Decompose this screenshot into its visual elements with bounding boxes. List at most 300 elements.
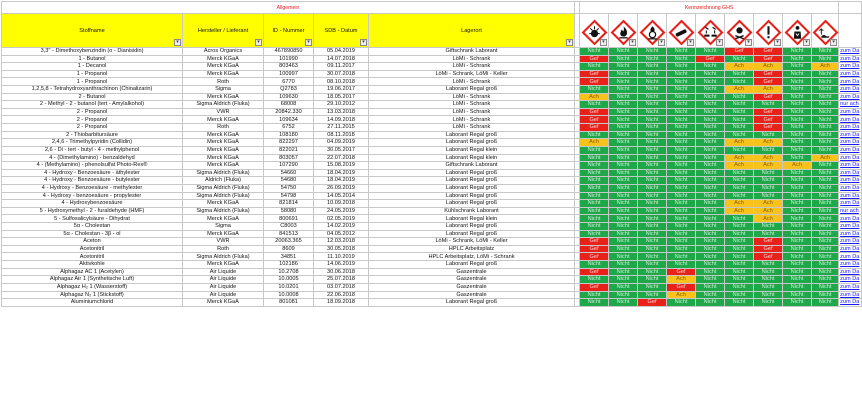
ghs-status-cell[interactable]: Nicht — [667, 184, 696, 192]
sdb-date-cell[interactable]: 04.09.2019 — [314, 139, 369, 147]
ghs-status-cell[interactable]: Ach — [754, 63, 783, 71]
ghs-status-cell[interactable]: Gef — [754, 70, 783, 78]
id-number-cell[interactable]: 109634 — [264, 116, 314, 124]
lagerort-cell[interactable]: Laborant Regal groß — [369, 139, 575, 147]
hersteller-cell[interactable]: Merck KGaA — [183, 261, 264, 269]
sdb-date-cell[interactable]: 18.05.2017 — [314, 93, 369, 101]
ghs-status-cell[interactable]: Nicht — [638, 169, 667, 177]
ghs-status-cell[interactable]: Gef — [580, 124, 609, 132]
hersteller-cell[interactable]: Merck KGaA — [183, 139, 264, 147]
ghs-status-cell[interactable]: Nicht — [580, 177, 609, 185]
ghs-status-cell[interactable]: Nicht — [754, 192, 783, 200]
ghs-status-cell[interactable]: Nicht — [754, 146, 783, 154]
hersteller-cell[interactable]: Sigma Aldrich (Fluka) — [183, 184, 264, 192]
ghs-status-cell[interactable]: Nicht — [696, 261, 725, 269]
datasheet-link[interactable]: zum Da — [839, 48, 862, 56]
ghs-status-cell[interactable]: Gef — [580, 108, 609, 116]
ghs-status-cell[interactable]: Ach — [812, 154, 839, 162]
hersteller-cell[interactable]: Roth — [183, 78, 264, 86]
id-number-cell[interactable]: 54660 — [264, 169, 314, 177]
ghs-status-cell[interactable]: Nicht — [783, 184, 812, 192]
ghs-status-cell[interactable]: Nicht — [580, 200, 609, 208]
id-number-cell[interactable]: 800691 — [264, 215, 314, 223]
ghs-status-cell[interactable]: Nicht — [580, 86, 609, 94]
ghs-column-environment[interactable] — [812, 14, 839, 48]
lagerort-cell[interactable]: LöMi - Schrank — [369, 108, 575, 116]
sdb-date-cell[interactable]: 15.08.2019 — [314, 162, 369, 170]
hersteller-cell[interactable]: Roth — [183, 245, 264, 253]
stoffname-cell[interactable]: Alphagaz H₂ 1 (Wasserstoff) — [2, 283, 183, 291]
ghs-status-cell[interactable]: Nicht — [725, 184, 754, 192]
ghs-status-cell[interactable]: Nicht — [667, 55, 696, 63]
id-number-cell[interactable]: 34851 — [264, 253, 314, 261]
sdb-date-cell[interactable]: 18.04.2019 — [314, 177, 369, 185]
lagerort-cell[interactable]: Laborant Regal groß — [369, 177, 575, 185]
ghs-status-cell[interactable]: Nicht — [609, 70, 638, 78]
ghs-status-cell[interactable]: Nicht — [638, 215, 667, 223]
ghs-status-cell[interactable]: Nicht — [783, 93, 812, 101]
sdb-date-cell[interactable]: 14.09.2018 — [314, 116, 369, 124]
ghs-status-cell[interactable]: Nicht — [696, 245, 725, 253]
ghs-status-cell[interactable]: Nicht — [725, 253, 754, 261]
datasheet-link[interactable]: nur ach — [839, 207, 862, 215]
ghs-status-cell[interactable]: Nicht — [580, 101, 609, 109]
ghs-status-cell[interactable]: Ach — [812, 63, 839, 71]
ghs-status-cell[interactable]: Gef — [754, 48, 783, 56]
sdb-date-cell[interactable]: 27.11.2015 — [314, 124, 369, 132]
ghs-status-cell[interactable]: Ach — [754, 139, 783, 147]
ghs-status-cell[interactable]: Nicht — [609, 238, 638, 246]
ghs-status-cell[interactable]: Nicht — [609, 261, 638, 269]
ghs-status-cell[interactable]: Nicht — [638, 70, 667, 78]
ghs-status-cell[interactable]: Nicht — [609, 48, 638, 56]
ghs-status-cell[interactable]: Nicht — [696, 291, 725, 299]
ghs-status-cell[interactable]: Nicht — [580, 215, 609, 223]
lagerort-cell[interactable]: Gaszentrale — [369, 291, 575, 299]
ghs-status-cell[interactable]: Nicht — [725, 101, 754, 109]
stoffname-cell[interactable]: Acetonitril — [2, 245, 183, 253]
ghs-status-cell[interactable]: Nicht — [696, 207, 725, 215]
ghs-status-cell[interactable]: Nicht — [725, 124, 754, 132]
ghs-status-cell[interactable]: Nicht — [754, 283, 783, 291]
ghs-status-cell[interactable]: Nicht — [696, 184, 725, 192]
ghs-status-cell[interactable]: Gef — [580, 238, 609, 246]
datasheet-link[interactable]: zum Da — [839, 261, 862, 269]
id-number-cell[interactable]: 54750 — [264, 184, 314, 192]
ghs-status-cell[interactable]: Nicht — [638, 291, 667, 299]
filter-dropdown-icon[interactable]: ▾ — [360, 39, 367, 46]
ghs-status-cell[interactable]: Nicht — [667, 63, 696, 71]
ghs-status-cell[interactable]: Nicht — [667, 223, 696, 231]
ghs-status-cell[interactable]: Nicht — [696, 238, 725, 246]
sdb-date-cell[interactable]: 12.03.2018 — [314, 238, 369, 246]
ghs-status-cell[interactable]: Nicht — [783, 245, 812, 253]
ghs-status-cell[interactable]: Nicht — [725, 169, 754, 177]
id-number-cell[interactable]: 8609 — [264, 245, 314, 253]
ghs-status-cell[interactable]: Nicht — [638, 245, 667, 253]
ghs-status-cell[interactable]: Nicht — [638, 200, 667, 208]
ghs-status-cell[interactable]: Nicht — [667, 101, 696, 109]
sdb-date-cell[interactable]: 30.05.2018 — [314, 245, 369, 253]
filter-dropdown-icon[interactable]: ▾ — [629, 39, 636, 46]
ghs-status-cell[interactable]: Nicht — [783, 146, 812, 154]
ghs-status-cell[interactable]: Nicht — [667, 48, 696, 56]
ghs-status-cell[interactable]: Nicht — [696, 86, 725, 94]
id-number-cell[interactable]: 101990 — [264, 55, 314, 63]
hersteller-cell[interactable]: Merck KGaA — [183, 230, 264, 238]
hersteller-cell[interactable]: Merck KGaA — [183, 55, 264, 63]
ghs-status-cell[interactable]: Nicht — [725, 215, 754, 223]
ghs-status-cell[interactable]: Nicht — [812, 55, 839, 63]
sdb-date-cell[interactable]: 10.09.2018 — [314, 200, 369, 208]
ghs-status-cell[interactable]: Nicht — [638, 268, 667, 276]
ghs-status-cell[interactable]: Nicht — [754, 101, 783, 109]
ghs-status-cell[interactable]: Nicht — [812, 299, 839, 307]
ghs-status-cell[interactable]: Nicht — [638, 131, 667, 139]
datasheet-link[interactable]: zum Da — [839, 184, 862, 192]
ghs-status-cell[interactable]: Nicht — [609, 283, 638, 291]
ghs-status-cell[interactable]: Nicht — [812, 146, 839, 154]
ghs-status-cell[interactable]: Nicht — [783, 169, 812, 177]
lagerort-cell[interactable]: Giftschrank Laborant — [369, 48, 575, 56]
hersteller-cell[interactable]: Merck KGaA — [183, 154, 264, 162]
ghs-status-cell[interactable]: Gef — [580, 245, 609, 253]
lagerort-cell[interactable]: Kühlschrank Laborant — [369, 207, 575, 215]
ghs-status-cell[interactable]: Nicht — [638, 207, 667, 215]
lagerort-cell[interactable]: Laborant Regal klein — [369, 215, 575, 223]
ghs-status-cell[interactable]: Nicht — [783, 215, 812, 223]
ghs-status-cell[interactable]: Nicht — [638, 146, 667, 154]
ghs-status-cell[interactable]: Nicht — [638, 63, 667, 71]
ghs-status-cell[interactable]: Gef — [754, 238, 783, 246]
ghs-status-cell[interactable]: Nicht — [812, 291, 839, 299]
lagerort-cell[interactable]: LöMi - Schrank, LöMi - Keller — [369, 238, 575, 246]
filter-dropdown-icon[interactable]: ▾ — [600, 39, 607, 46]
ghs-status-cell[interactable]: Nicht — [638, 86, 667, 94]
ghs-status-cell[interactable]: Nicht — [725, 192, 754, 200]
ghs-status-cell[interactable]: Nicht — [696, 139, 725, 147]
ghs-status-cell[interactable]: Gef — [754, 55, 783, 63]
sdb-date-cell[interactable]: 14.06.2019 — [314, 261, 369, 269]
stoffname-cell[interactable]: 4 - (Dimethylamino) - benzaldehyd — [2, 154, 183, 162]
ghs-status-cell[interactable]: Nicht — [783, 101, 812, 109]
id-number-cell[interactable]: 6770 — [264, 78, 314, 86]
ghs-status-cell[interactable]: Gef — [754, 124, 783, 132]
ghs-status-cell[interactable]: Nicht — [667, 261, 696, 269]
ghs-status-cell[interactable]: Nicht — [638, 192, 667, 200]
ghs-status-cell[interactable]: Nicht — [667, 86, 696, 94]
sdb-date-cell[interactable]: 24.05.2019 — [314, 207, 369, 215]
ghs-status-cell[interactable]: Gef — [580, 116, 609, 124]
ghs-status-cell[interactable]: Nicht — [667, 78, 696, 86]
ghs-status-cell[interactable]: Nicht — [609, 169, 638, 177]
ghs-status-cell[interactable]: Nicht — [812, 177, 839, 185]
ghs-status-cell[interactable]: Nicht — [783, 253, 812, 261]
lagerort-cell[interactable]: Laborant Regal groß — [369, 261, 575, 269]
ghs-status-cell[interactable]: Nicht — [638, 93, 667, 101]
ghs-status-cell[interactable]: Nicht — [783, 223, 812, 231]
ghs-status-cell[interactable]: Nicht — [667, 93, 696, 101]
ghs-status-cell[interactable]: Nicht — [696, 154, 725, 162]
lagerort-cell[interactable]: Gaszentrale — [369, 276, 575, 284]
sdb-date-cell[interactable]: 08.11.2018 — [314, 131, 369, 139]
ghs-status-cell[interactable]: Gef — [754, 116, 783, 124]
ghs-status-cell[interactable]: Nicht — [609, 200, 638, 208]
ghs-status-cell[interactable]: Nicht — [638, 162, 667, 170]
stoffname-cell[interactable]: 4 - Hydroxy - Benzoesäure - äthylester — [2, 169, 183, 177]
ghs-status-cell[interactable]: Nicht — [580, 48, 609, 56]
lagerort-cell[interactable]: HPLC Arbeitsplatz — [369, 245, 575, 253]
ghs-status-cell[interactable]: Gef — [754, 78, 783, 86]
ghs-status-cell[interactable]: Nicht — [638, 177, 667, 185]
ghs-status-cell[interactable]: Nicht — [725, 299, 754, 307]
hersteller-cell[interactable]: Merck KGaA — [183, 93, 264, 101]
ghs-status-cell[interactable]: Nicht — [667, 154, 696, 162]
ghs-status-cell[interactable]: Nicht — [696, 268, 725, 276]
id-number-cell[interactable]: 58080 — [264, 207, 314, 215]
ghs-status-cell[interactable]: Nicht — [580, 276, 609, 284]
lagerort-cell[interactable]: Laborant Regal groß — [369, 299, 575, 307]
ghs-status-cell[interactable]: Nicht — [580, 192, 609, 200]
ghs-status-cell[interactable]: Nicht — [783, 230, 812, 238]
ghs-status-cell[interactable]: Nicht — [580, 261, 609, 269]
sdb-date-cell[interactable]: 14.05.2014 — [314, 192, 369, 200]
id-number-cell[interactable]: 801081 — [264, 299, 314, 307]
stoffname-cell[interactable]: Alphagaz N₂ 1 (Stickstoff) — [2, 291, 183, 299]
ghs-status-cell[interactable]: Nicht — [696, 101, 725, 109]
ghs-status-cell[interactable]: Nicht — [725, 146, 754, 154]
lagerort-cell[interactable]: Laborant Regal groß — [369, 230, 575, 238]
id-number-cell[interactable]: 102186 — [264, 261, 314, 269]
datasheet-link[interactable]: zum Da — [839, 283, 862, 291]
ghs-status-cell[interactable]: Gef — [580, 70, 609, 78]
filter-dropdown-icon[interactable]: ▾ — [255, 39, 262, 46]
sdb-date-cell[interactable]: 19.06.2017 — [314, 86, 369, 94]
ghs-status-cell[interactable]: Nicht — [667, 177, 696, 185]
ghs-status-cell[interactable]: Nicht — [812, 261, 839, 269]
sdb-date-cell[interactable]: 03.07.2018 — [314, 283, 369, 291]
lagerort-cell[interactable]: LöMi - Schrank — [369, 124, 575, 132]
ghs-status-cell[interactable]: Nicht — [580, 169, 609, 177]
ghs-status-cell[interactable]: Nicht — [667, 207, 696, 215]
lagerort-cell[interactable]: Laborant Regal groß — [369, 169, 575, 177]
datasheet-link[interactable]: zum Da — [839, 169, 862, 177]
ghs-status-cell[interactable]: Nicht — [609, 146, 638, 154]
ghs-status-cell[interactable]: Nicht — [609, 299, 638, 307]
ghs-status-cell[interactable]: Nicht — [609, 230, 638, 238]
ghs-status-cell[interactable]: Nicht — [812, 78, 839, 86]
hersteller-cell[interactable]: Sigma Aldrich (Fluka) — [183, 101, 264, 109]
ghs-status-cell[interactable]: Nicht — [638, 261, 667, 269]
sdb-date-cell[interactable]: 02.05.2019 — [314, 215, 369, 223]
ghs-status-cell[interactable]: Nicht — [783, 299, 812, 307]
ghs-status-cell[interactable]: Nicht — [812, 48, 839, 56]
ghs-status-cell[interactable]: Ach — [725, 154, 754, 162]
ghs-status-cell[interactable]: Nicht — [725, 223, 754, 231]
ghs-status-cell[interactable]: Ach — [667, 276, 696, 284]
filter-dropdown-icon[interactable]: ▾ — [774, 39, 781, 46]
ghs-status-cell[interactable]: Nicht — [725, 55, 754, 63]
ghs-status-cell[interactable]: Nicht — [725, 283, 754, 291]
ghs-status-cell[interactable]: Nicht — [754, 131, 783, 139]
ghs-status-cell[interactable]: Nicht — [638, 124, 667, 132]
ghs-status-cell[interactable]: Nicht — [725, 70, 754, 78]
hersteller-cell[interactable]: Merck KGaA — [183, 70, 264, 78]
ghs-status-cell[interactable]: Nicht — [725, 261, 754, 269]
stoffname-cell[interactable]: Acetonitril — [2, 253, 183, 261]
datasheet-link[interactable]: zum Da — [839, 230, 862, 238]
datasheet-link[interactable]: zum Da — [839, 162, 862, 170]
filter-dropdown-icon[interactable]: ▾ — [305, 39, 312, 46]
ghs-status-cell[interactable]: Nicht — [609, 139, 638, 147]
ghs-status-cell[interactable]: Nicht — [783, 192, 812, 200]
column-header-hersteller[interactable]: Hersteller / Lieferant ▾ — [183, 14, 264, 48]
ghs-status-cell[interactable]: Gef — [580, 283, 609, 291]
hersteller-cell[interactable]: Merck KGaA — [183, 146, 264, 154]
ghs-status-cell[interactable]: Nicht — [725, 116, 754, 124]
ghs-status-cell[interactable]: Nicht — [609, 207, 638, 215]
ghs-status-cell[interactable]: Nicht — [667, 124, 696, 132]
ghs-status-cell[interactable]: Nicht — [783, 116, 812, 124]
ghs-status-cell[interactable]: Nicht — [667, 108, 696, 116]
sdb-date-cell[interactable]: 14.02.2019 — [314, 223, 369, 231]
ghs-status-cell[interactable]: Nicht — [667, 245, 696, 253]
ghs-status-cell[interactable]: Nicht — [812, 207, 839, 215]
filter-dropdown-icon[interactable]: ▾ — [566, 39, 573, 46]
id-number-cell[interactable]: 6752 — [264, 124, 314, 132]
sdb-date-cell[interactable]: 18.09.2018 — [314, 299, 369, 307]
sdb-date-cell[interactable]: 04.05.2012 — [314, 230, 369, 238]
datasheet-link[interactable]: zum Da — [839, 93, 862, 101]
datasheet-link[interactable]: zum Da — [839, 299, 862, 307]
ghs-status-cell[interactable]: Nicht — [667, 116, 696, 124]
stoffname-cell[interactable]: 2 - Propanol — [2, 116, 183, 124]
ghs-status-cell[interactable]: Nicht — [638, 276, 667, 284]
ghs-status-cell[interactable]: Nicht — [609, 86, 638, 94]
datasheet-link[interactable]: zum Da — [839, 215, 862, 223]
ghs-status-cell[interactable]: Nicht — [812, 101, 839, 109]
sdb-date-cell[interactable]: 22.06.2018 — [314, 291, 369, 299]
ghs-status-cell[interactable]: Ach — [754, 86, 783, 94]
ghs-status-cell[interactable]: Nicht — [609, 101, 638, 109]
ghs-status-cell[interactable]: Nicht — [609, 55, 638, 63]
ghs-status-cell[interactable]: Nicht — [609, 177, 638, 185]
ghs-status-cell[interactable]: Ach — [725, 63, 754, 71]
ghs-status-cell[interactable]: Nicht — [609, 223, 638, 231]
ghs-status-cell[interactable]: Nicht — [812, 276, 839, 284]
hersteller-cell[interactable]: Sigma Aldrich (Fluka) — [183, 192, 264, 200]
ghs-status-cell[interactable]: Nicht — [667, 299, 696, 307]
ghs-status-cell[interactable]: Nicht — [580, 146, 609, 154]
ghs-status-cell[interactable]: Nicht — [783, 268, 812, 276]
ghs-status-cell[interactable]: Nicht — [696, 48, 725, 56]
filter-dropdown-icon[interactable]: ▾ — [745, 39, 752, 46]
ghs-column-health[interactable] — [783, 14, 812, 48]
id-number-cell[interactable]: 821814 — [264, 200, 314, 208]
ghs-status-cell[interactable]: Nicht — [667, 139, 696, 147]
ghs-status-cell[interactable]: Nicht — [696, 162, 725, 170]
id-number-cell[interactable]: 10.0008 — [264, 291, 314, 299]
stoffname-cell[interactable]: 2,4,6 - Trimethylpyridin (Collidin) — [2, 139, 183, 147]
sdb-date-cell[interactable]: 08.10.2018 — [314, 78, 369, 86]
ghs-status-cell[interactable]: Ach — [754, 207, 783, 215]
datasheet-link[interactable]: zum Da — [839, 108, 862, 116]
stoffname-cell[interactable]: 1,2,5,8 - Tetrahydroxyanthrachinon (Chinalizarin) — [2, 86, 183, 94]
ghs-status-cell[interactable]: Nicht — [638, 78, 667, 86]
ghs-status-cell[interactable]: Nicht — [609, 131, 638, 139]
ghs-status-cell[interactable]: Nicht — [638, 283, 667, 291]
ghs-status-cell[interactable]: Nicht — [638, 116, 667, 124]
ghs-column-explosive[interactable] — [580, 14, 609, 48]
ghs-status-cell[interactable]: Nicht — [638, 238, 667, 246]
ghs-status-cell[interactable]: Nicht — [725, 131, 754, 139]
id-number-cell[interactable]: C8003 — [264, 223, 314, 231]
hersteller-cell[interactable]: Air Liquide — [183, 283, 264, 291]
ghs-status-cell[interactable]: Nicht — [783, 124, 812, 132]
ghs-status-cell[interactable]: Nicht — [812, 184, 839, 192]
ghs-status-cell[interactable]: Nicht — [725, 230, 754, 238]
column-header-id[interactable]: ID - Nummer ▾ — [264, 14, 314, 48]
stoffname-cell[interactable]: 1 - Decanol — [2, 63, 183, 71]
ghs-status-cell[interactable]: Nicht — [754, 291, 783, 299]
id-number-cell[interactable]: 109630 — [264, 93, 314, 101]
hersteller-cell[interactable]: Merck KGaA — [183, 131, 264, 139]
stoffname-cell[interactable]: 4 - Hydroxy - Benzoesäure - methylester — [2, 184, 183, 192]
id-number-cell[interactable]: 54680 — [264, 177, 314, 185]
hersteller-cell[interactable]: Sigma Aldrich (Fluka) — [183, 169, 264, 177]
hersteller-cell[interactable]: Merck KGaA — [183, 215, 264, 223]
ghs-status-cell[interactable]: Nicht — [783, 283, 812, 291]
ghs-status-cell[interactable]: Nicht — [580, 131, 609, 139]
ghs-status-cell[interactable]: Nicht — [696, 93, 725, 101]
stoffname-cell[interactable]: 2,6 - Di - tert - butyl - 4 - methylphenol — [2, 146, 183, 154]
ghs-status-cell[interactable]: Nicht — [696, 63, 725, 71]
ghs-status-cell[interactable]: Gef — [638, 299, 667, 307]
ghs-status-cell[interactable]: Nicht — [783, 238, 812, 246]
ghs-status-cell[interactable]: Nicht — [696, 177, 725, 185]
lagerort-cell[interactable]: Laborant Regal klein — [369, 146, 575, 154]
stoffname-cell[interactable]: 4 - Hydroxy - benzoesäure - propylester — [2, 192, 183, 200]
datasheet-link[interactable]: zum Da — [839, 131, 862, 139]
ghs-status-cell[interactable]: Nicht — [667, 162, 696, 170]
sdb-date-cell[interactable]: 09.11.2017 — [314, 63, 369, 71]
lagerort-cell[interactable]: LöMi - Schrank — [369, 63, 575, 71]
stoffname-cell[interactable]: 4 - (Methylamino) - phenolsulfat Photo-Rex® — [2, 162, 183, 170]
ghs-status-cell[interactable]: Nicht — [667, 131, 696, 139]
ghs-status-cell[interactable]: Nicht — [783, 48, 812, 56]
hersteller-cell[interactable]: Sigma Aldrich (Fluka) — [183, 207, 264, 215]
ghs-status-cell[interactable]: Nicht — [754, 276, 783, 284]
ghs-status-cell[interactable]: Nicht — [638, 253, 667, 261]
stoffname-cell[interactable]: 3,3'' - Dimethoxybenzindin (o - Dianisidin) — [2, 48, 183, 56]
ghs-status-cell[interactable]: Ach — [725, 86, 754, 94]
ghs-status-cell[interactable]: Nicht — [580, 184, 609, 192]
ghs-status-cell[interactable]: Nicht — [725, 268, 754, 276]
stoffname-cell[interactable]: 2 - Butanol — [2, 93, 183, 101]
ghs-status-cell[interactable]: Nicht — [638, 55, 667, 63]
id-number-cell[interactable]: 107290 — [264, 162, 314, 170]
datasheet-link[interactable]: zum Da — [839, 291, 862, 299]
ghs-column-gas[interactable] — [667, 14, 696, 48]
ghs-status-cell[interactable]: Nicht — [667, 253, 696, 261]
sdb-date-cell[interactable]: 30.05.2017 — [314, 146, 369, 154]
ghs-status-cell[interactable]: Nicht — [725, 108, 754, 116]
stoffname-cell[interactable]: Alphagaz Air 1 (Synthetische Luft) — [2, 276, 183, 284]
ghs-status-cell[interactable]: Nicht — [667, 230, 696, 238]
ghs-status-cell[interactable]: Nicht — [609, 63, 638, 71]
ghs-status-cell[interactable]: Ach — [580, 93, 609, 101]
ghs-status-cell[interactable]: Gef — [754, 93, 783, 101]
